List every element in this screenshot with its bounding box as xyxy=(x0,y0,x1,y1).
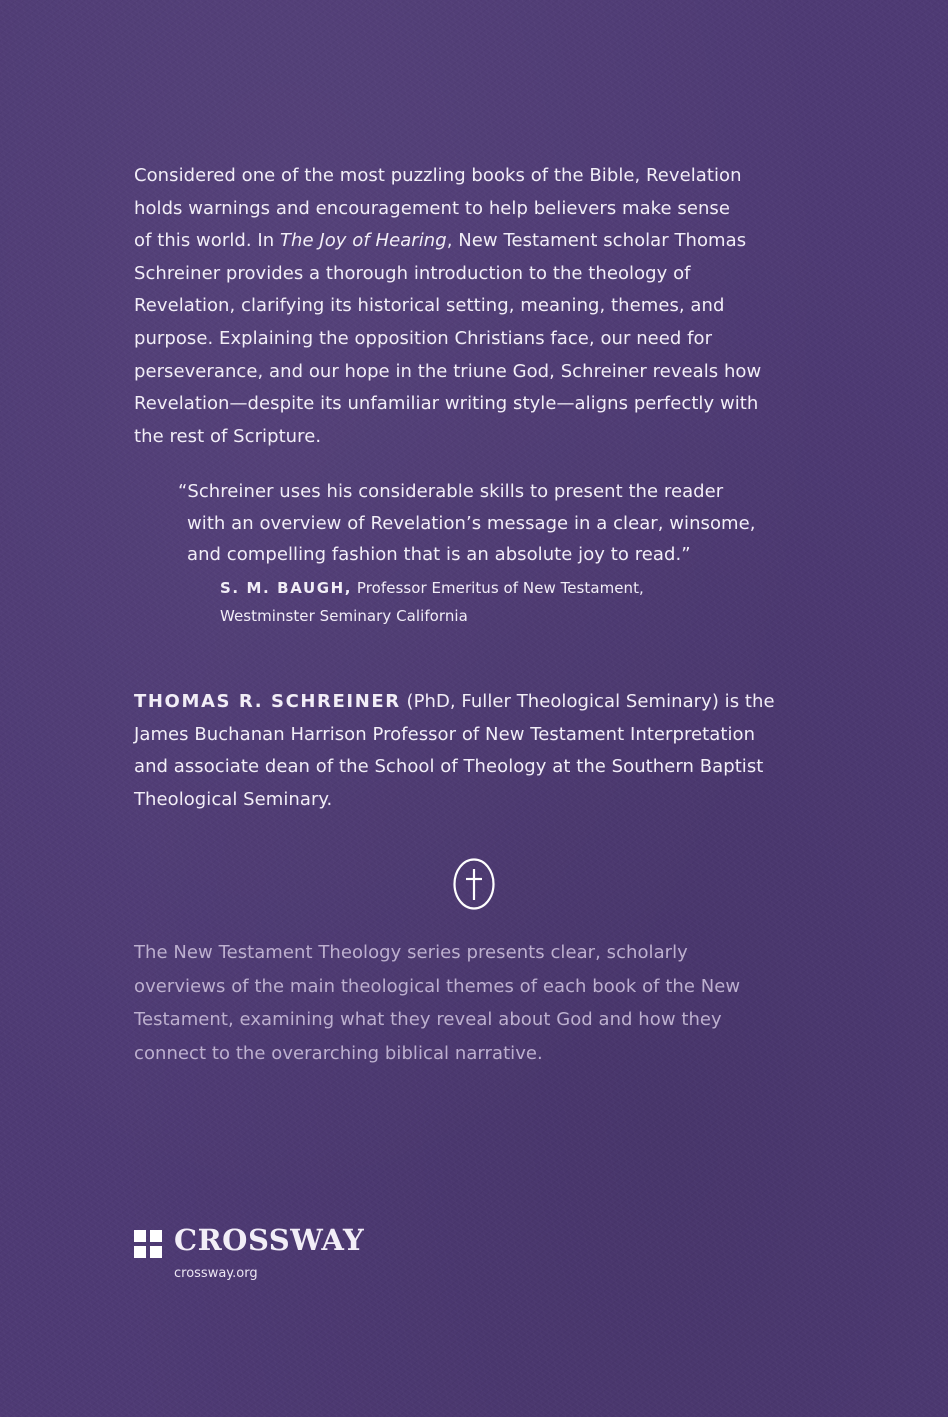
description-line: Revelation, clarifying its historical setting, meaning, themes, and xyxy=(134,295,725,317)
series-line: Testament, examining what they reveal about God and how they xyxy=(134,1009,722,1030)
book-title: The Joy of Hearing xyxy=(279,230,447,252)
endorser-role: Professor Emeritus of New Testament, xyxy=(352,579,644,597)
description-line: perseverance, and our hope in the triune God, Schreiner reveals how xyxy=(134,360,762,382)
bio-text: (PhD, Fuller Theological Seminary) is the xyxy=(400,691,775,712)
description-line xyxy=(134,225,824,258)
series-line: overviews of the main theological themes of each book of the New xyxy=(134,975,741,997)
endorsement-attribution xyxy=(220,574,780,630)
endorser-institution: Westminster Seminary California xyxy=(220,607,468,625)
quote-line: with an overview of Revelation’s message in a clear, winsome, xyxy=(187,512,756,534)
publisher-url: crossway.org xyxy=(174,1266,258,1281)
book-description xyxy=(134,160,824,453)
endorsement-quote xyxy=(178,476,798,571)
quote-line: and compelling fashion that is an absolute joy to read.” xyxy=(187,544,691,565)
description-line: Considered one of the most puzzling books of the Bible, Revelation xyxy=(134,165,742,186)
endorser-name: S. M. BAUGH, xyxy=(220,579,353,597)
description-text: , New Testament scholar Thomas xyxy=(446,230,747,252)
description-line: Revelation—despite its unfamiliar writing style—aligns perfectly with xyxy=(134,393,759,415)
description-line: holds warnings and encouragement to help believers make sense xyxy=(134,197,730,219)
description-text: of this world. In xyxy=(134,230,280,252)
publisher-name: CROSSWAY xyxy=(174,1223,365,1257)
author-bio xyxy=(134,686,824,816)
cross-oval-icon xyxy=(451,856,497,912)
series-line: The New Testament Theology series presents clear, scholarly xyxy=(134,942,688,963)
series-line: connect to the overarching biblical narrative. xyxy=(134,1042,543,1064)
description-line: purpose. Explaining the opposition Christians face, our need for xyxy=(134,327,713,349)
bio-line: James Buchanan Harrison Professor of New Testament Interpretation xyxy=(134,723,756,745)
bio-line xyxy=(134,686,824,719)
attribution-line xyxy=(220,574,780,602)
bio-line: and associate dean of the School of Theology at the Southern Baptist xyxy=(134,756,764,777)
bio-line: Theological Seminary. xyxy=(134,788,333,810)
description-line: the rest of Scripture. xyxy=(134,425,322,447)
series-description xyxy=(134,936,824,1070)
quote-line: “Schreiner uses his considerable skills to present the reader xyxy=(178,481,724,502)
description-line: Schreiner provides a thorough introduction to the theology of xyxy=(134,262,691,284)
crossway-cross-icon xyxy=(134,1230,162,1258)
author-name: THOMAS R. SCHREINER xyxy=(134,691,401,712)
